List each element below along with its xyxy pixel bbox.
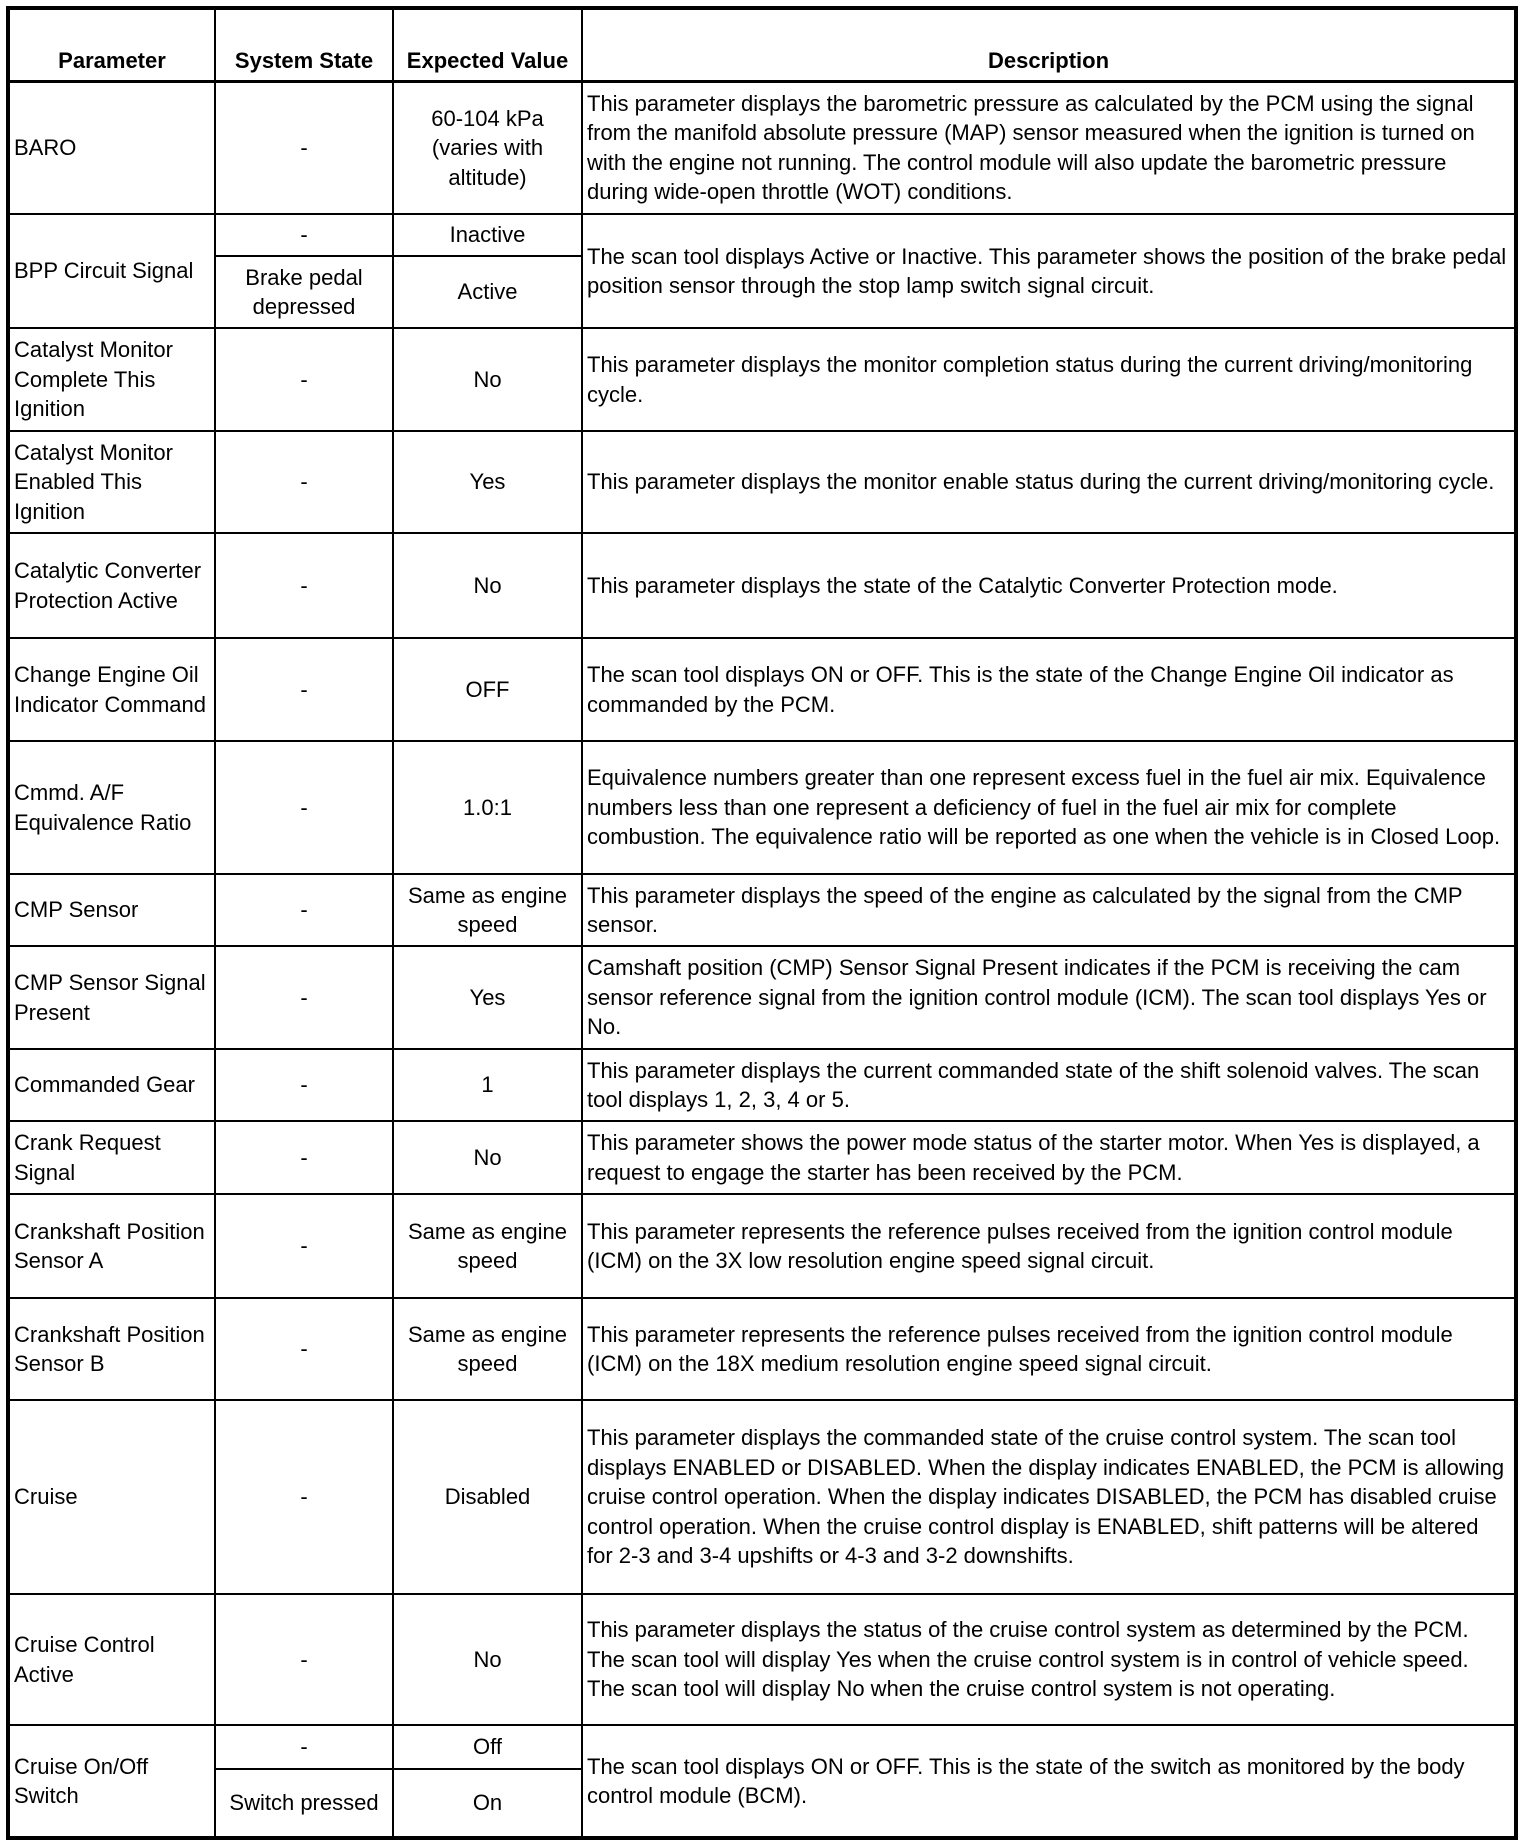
system-state-cell: - (215, 1049, 393, 1121)
header-row (8, 8, 1516, 81)
description-cell: The scan tool displays ON or OFF. This is the state of the switch as monitored by the body control module (BCM). (582, 1725, 1516, 1838)
description-cell: This parameter displays the commanded state of the cruise control system. The scan tool displays ENABLED or DISABLED. When the display indicates ENABLED, the PCM is allowing cruise control operation. When the display indicates DISABLED, the PCM has disabled cruise control operation. When the cruise control display is ENABLED, shift patterns will be altered for 2-3 and 3-4 upshifts or 4-3 and 3-2 downshifts. (582, 1400, 1516, 1594)
parameter-cell: BPP Circuit Signal (8, 214, 215, 328)
description-cell: Camshaft position (CMP) Sensor Signal Present indicates if the PCM is receiving the cam sensor reference signal from the ignition control module (ICM). The scan tool displays Yes or No. (582, 946, 1516, 1049)
expected-value-cell: 1.0:1 (393, 741, 582, 874)
description-cell: This parameter shows the power mode status of the starter motor. When Yes is displayed, a request to engage the starter has been received by the PCM. (582, 1121, 1516, 1194)
expected-value-cell: No (393, 1594, 582, 1725)
system-state-cell: - (215, 1298, 393, 1400)
parameter-cell: Catalytic Converter Protection Active (8, 533, 215, 638)
parameter-cell: Cmmd. A/F Equivalence Ratio (8, 741, 215, 874)
description-cell: This parameter displays the monitor enable status during the current driving/monitoring cycle. (582, 431, 1516, 533)
header-expected-value: Expected Value (393, 8, 582, 81)
table-body (8, 81, 1516, 1838)
expected-value-cell: Off (393, 1725, 582, 1769)
header-parameter: Parameter (8, 8, 215, 81)
table-row (8, 1298, 1516, 1400)
parameter-cell: BARO (8, 81, 215, 214)
table-row (8, 1725, 1516, 1769)
expected-value-cell: 1 (393, 1049, 582, 1121)
expected-value-cell: No (393, 1121, 582, 1194)
system-state-cell: Brake pedal depressed (215, 256, 393, 328)
description-cell: This parameter displays the current commanded state of the shift solenoid valves. The scan tool displays 1, 2, 3, 4 or 5. (582, 1049, 1516, 1121)
parameter-cell: CMP Sensor (8, 874, 215, 946)
table-row (8, 1194, 1516, 1298)
table-row (8, 533, 1516, 638)
table-row (8, 214, 1516, 256)
parameter-cell: Commanded Gear (8, 1049, 215, 1121)
parameter-cell: Crank Request Signal (8, 1121, 215, 1194)
table-row (8, 946, 1516, 1049)
expected-value-cell: Same as engine speed (393, 874, 582, 946)
description-cell: This parameter displays the monitor completion status during the current driving/monitoring cycle. (582, 328, 1516, 431)
expected-value-cell: Inactive (393, 214, 582, 256)
table-row (8, 1400, 1516, 1594)
expected-value-cell: No (393, 533, 582, 638)
description-cell: This parameter displays the status of the cruise control system as determined by the PCM. The scan tool will display Yes when the cruise control system is in control of vehicle speed. The scan tool will display No when the cruise control system is not operating. (582, 1594, 1516, 1725)
system-state-cell: - (215, 1400, 393, 1594)
table-row (8, 431, 1516, 533)
system-state-cell: - (215, 328, 393, 431)
table-row (8, 328, 1516, 431)
table-row (8, 1049, 1516, 1121)
description-cell: The scan tool displays ON or OFF. This is the state of the Change Engine Oil indicator as commanded by the PCM. (582, 638, 1516, 741)
system-state-cell: - (215, 1194, 393, 1298)
description-cell: Equivalence numbers greater than one represent excess fuel in the fuel air mix. Equivalence numbers less than one represent a deficiency of fuel in the fuel air mix for complete combustion. The equivalence ratio will be reported as one when the vehicle is in Closed Loop. (582, 741, 1516, 874)
parameter-cell: Catalyst Monitor Enabled This Ignition (8, 431, 215, 533)
table-row (8, 81, 1516, 214)
table-row (8, 1594, 1516, 1725)
description-cell: This parameter displays the speed of the engine as calculated by the signal from the CMP sensor. (582, 874, 1516, 946)
expected-value-cell: On (393, 1769, 582, 1838)
expected-value-cell: Yes (393, 946, 582, 1049)
description-cell: This parameter represents the reference pulses received from the ignition control module (ICM) on the 3X low resolution engine speed signal circuit. (582, 1194, 1516, 1298)
parameter-cell: Cruise On/Off Switch (8, 1725, 215, 1838)
system-state-cell: - (215, 741, 393, 874)
description-cell: This parameter represents the reference pulses received from the ignition control module (ICM) on the 18X medium resolution engine speed signal circuit. (582, 1298, 1516, 1400)
description-cell: This parameter displays the barometric pressure as calculated by the PCM using the signal from the manifold absolute pressure (MAP) sensor measured when the ignition is turned on with the engine not running. The control module will also update the barometric pressure during wide-open throttle (WOT) conditions. (582, 81, 1516, 214)
expected-value-cell: No (393, 328, 582, 431)
system-state-cell: - (215, 431, 393, 533)
expected-value-cell: Same as engine speed (393, 1194, 582, 1298)
system-state-cell: Switch pressed (215, 1769, 393, 1838)
system-state-cell: - (215, 214, 393, 256)
expected-value-cell: Disabled (393, 1400, 582, 1594)
parameter-cell: Crankshaft Position Sensor B (8, 1298, 215, 1400)
system-state-cell: - (215, 638, 393, 741)
expected-value-cell: Same as engine speed (393, 1298, 582, 1400)
table-row (8, 741, 1516, 874)
parameter-cell: Change Engine Oil Indicator Command (8, 638, 215, 741)
system-state-cell: - (215, 533, 393, 638)
expected-value-cell: Yes (393, 431, 582, 533)
table-row (8, 638, 1516, 741)
system-state-cell: - (215, 1121, 393, 1194)
parameter-cell: Catalyst Monitor Complete This Ignition (8, 328, 215, 431)
expected-value-cell: Active (393, 256, 582, 328)
header-system-state: System State (215, 8, 393, 81)
parameter-cell: CMP Sensor Signal Present (8, 946, 215, 1049)
parameter-cell: Cruise Control Active (8, 1594, 215, 1725)
system-state-cell: - (215, 81, 393, 214)
parameter-cell: Crankshaft Position Sensor A (8, 1194, 215, 1298)
parameter-cell: Cruise (8, 1400, 215, 1594)
table-row (8, 874, 1516, 946)
system-state-cell: - (215, 946, 393, 1049)
expected-value-cell: OFF (393, 638, 582, 741)
system-state-cell: - (215, 1725, 393, 1769)
parameter-table (6, 6, 1518, 1840)
expected-value-cell: 60-104 kPa (varies with altitude) (393, 81, 582, 214)
description-cell: This parameter displays the state of the Catalytic Converter Protection mode. (582, 533, 1516, 638)
system-state-cell: - (215, 1594, 393, 1725)
table-row (8, 1121, 1516, 1194)
description-cell: The scan tool displays Active or Inactive. This parameter shows the position of the brake pedal position sensor through the stop lamp switch signal circuit. (582, 214, 1516, 328)
header-description: Description (582, 8, 1516, 81)
system-state-cell: - (215, 874, 393, 946)
